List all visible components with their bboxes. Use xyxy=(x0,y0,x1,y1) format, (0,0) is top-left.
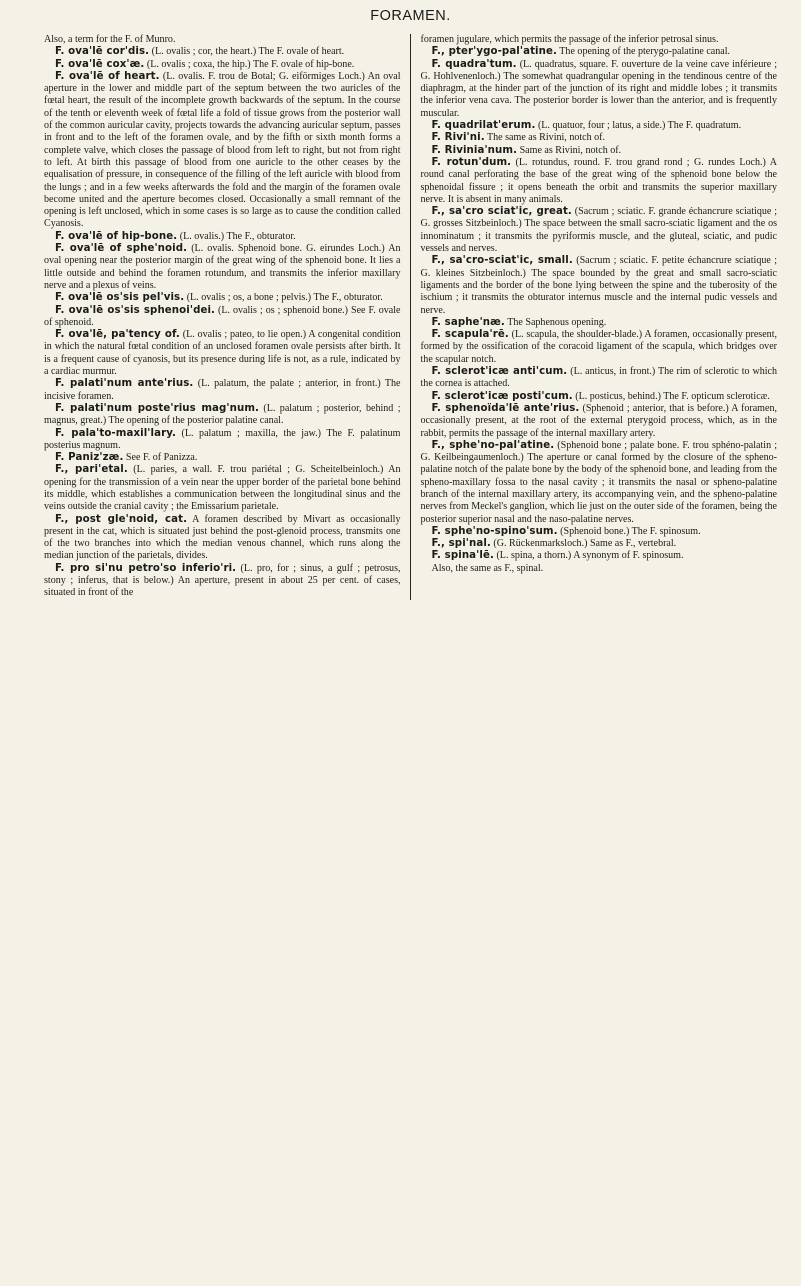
entry-headword: F., sa'cro sciat'ic, great. xyxy=(431,206,572,218)
dictionary-entry xyxy=(421,550,778,562)
dictionary-entry xyxy=(44,305,401,330)
entry-definition: (Sphenoid bone.) The F. spinosum. xyxy=(557,525,701,537)
entry-definition: (L. palatum ; maxilla, the jaw.) The F. palatinum posterius magnum. xyxy=(44,427,401,451)
entry-headword: F. quadrilat'erum. xyxy=(431,120,536,132)
entry-definition: (L. anticus, in front.) The rim of sclerotic to which the cornea is attached. xyxy=(420,366,777,390)
entry-definition: (L. ovalis ; cor, the heart.) The F. ovale of heart. xyxy=(149,46,345,58)
entry-definition: (L. posticus, behind.) The F. opticum scleroticæ. xyxy=(572,390,770,402)
entry-definition: (Sphenoid bone ; palate bone. F. trou sphéno-palatin ; G. Keilbeingaumenloch.) The aperture or canal formed by the closure of the spheno-palatine notch of the palate bone by the body of the sphenoid bone, and leading from the spheno-maxillary fossa to the nasal cavity ; it transmits the nasal or spheno-palatine branch of the internal maxillary artery, its accompanying vein, and the spheno-palatine nerves from Meckel's ganglion, which lie just on the outer side of the foramen, being the posterior superior nasal and the naso-palatine nerves. xyxy=(420,439,777,525)
entry-definition: The opening of the pterygo-palatine canal. xyxy=(556,46,731,58)
entry-headword: F. pro si'nu petro'so inferio'ri. xyxy=(55,562,237,574)
dictionary-entry xyxy=(421,538,778,550)
entry-definition: (L. ovalis.) The F., obturator. xyxy=(177,230,296,242)
dictionary-entry xyxy=(421,563,778,575)
entry-definition: (Sphenoid ; anterior, that is before.) A foramen, occasionally present, at the root of the external pterygoid process, which, as in the rabbit, permits the passage of the internal maxillary artery. xyxy=(420,402,777,439)
entry-headword: F. Rivinia'num. xyxy=(431,144,518,156)
entry-headword: F., sphe'no-pal'atine. xyxy=(431,439,555,451)
entry-headword: F. ova'lē of sphe'noid. xyxy=(55,243,188,255)
entry-definition: foramen jugulare, which permits the passage of the inferior petrosal sinus. xyxy=(420,34,719,45)
entry-definition: (L. scapula, the shoulder-blade.) A foramen, occasionally present, formed by the ossification of the coracoid ligament of the scapula, which bridges over the scapular notch. xyxy=(420,329,778,365)
entry-definition: (L. rotundus, round. F. trou grand rond ; G. rundes Loch.) A round canal perforating the base of the great wing of the sphenoid bone below the sphenoidal fissure ; it opens beneath the orbit and transmits the superior maxillary nerve. It is absent in many animals. xyxy=(420,156,777,205)
entry-definition: (L. ovalis. Sphenoid bone. G. eirundes Loch.) An oval opening near the posterior margin of the great wing of the sphenoid bone. It lies a little outside and behind the foramen rotundum, and transmits the inferior maxillary nerve and a plexus of veins. xyxy=(44,243,401,291)
entry-headword: F. ova'lē cor'dis. xyxy=(55,46,150,58)
dictionary-entry xyxy=(44,71,401,231)
entry-headword: F. pala'to-maxil'lary. xyxy=(55,427,176,439)
entry-headword: F. quadra'tum. xyxy=(431,58,517,70)
dictionary-entry xyxy=(44,292,401,304)
dictionary-entry xyxy=(44,231,401,243)
entry-definition: (L. spina, a thorn.) A synonym of F. spinosum. xyxy=(493,550,684,562)
entry-definition: (L. ovalis ; os ; sphenoid bone.) See F. ovale of sphenoid. xyxy=(44,304,401,328)
entry-definition: Same as Rivini, notch of. xyxy=(517,144,622,156)
entry-definition: (Sacrum ; sciatic. F. petite échancrure sciatique ; G. kleines Sitzbeinloch.) The space bounded by the great and small sacro-sciatic ligaments and the border of the bone lying between the spine and the tuberosity of the ischium ; it transmits the obturator internus muscle and the internal pudic vessels and nerve. xyxy=(420,255,778,316)
entry-definition: (L. palatum ; posterior, behind ; magnus, great.) The opening of the posterior palatine canal. xyxy=(44,402,401,427)
entry-definition: See F. of Panizza. xyxy=(123,452,198,464)
running-head: FORAMEN. xyxy=(370,8,451,24)
entry-headword: F. Paniz'zæ. xyxy=(55,452,124,464)
dictionary-entry xyxy=(421,34,778,46)
entry-headword: F. ova'lē os'sis sphenoi'dei. xyxy=(55,304,216,316)
dictionary-entry xyxy=(44,378,401,403)
dictionary-entry xyxy=(44,46,401,58)
entry-headword: F. sphe'no-spino'sum. xyxy=(431,525,558,537)
dictionary-entry xyxy=(421,391,778,403)
entry-definition: (L. pro, for ; sinus, a gulf ; petrosus, stony ; inferus, that is below.) An aperture, present in about 25 per cent. of cases, situated in front of the xyxy=(44,562,401,599)
dictionary-entry xyxy=(44,514,401,563)
entry-definition: (G. Rückenmarksloch.) Same as F., vertebral. xyxy=(490,538,677,550)
entry-definition: The Saphenous opening. xyxy=(504,316,607,328)
entry-definition: (L. quatuor, four ; latus, a side.) The F. quadratum. xyxy=(535,120,742,132)
right-column xyxy=(410,34,778,600)
dictionary-entry xyxy=(421,59,778,120)
entry-headword: F., pari'etal. xyxy=(55,464,128,476)
entry-definition: (L. ovalis ; coxa, the hip.) The F. ovale of hip-bone. xyxy=(144,58,355,70)
entry-headword: F. sclerot'icæ anti'cum. xyxy=(431,366,568,378)
entry-headword: F., post gle'noid, cat. xyxy=(55,513,188,525)
entry-headword: F., pter'ygo-pal'atine. xyxy=(431,46,557,58)
entry-headword: F. ova'lē, pa'tency of. xyxy=(55,329,180,341)
dictionary-entry xyxy=(44,563,401,600)
dictionary-entry xyxy=(44,59,401,71)
entry-headword: F. Rivi'ni. xyxy=(431,132,485,144)
entry-headword: F., sa'cro-sciat'ic, small. xyxy=(431,255,573,267)
entry-definition: Also, the same as F., spinal. xyxy=(431,562,544,574)
entry-headword: F. sphenoïda'lē ante'rius. xyxy=(431,402,580,414)
dictionary-entry xyxy=(44,243,401,292)
entry-headword: F. ova'lē of heart. xyxy=(55,70,160,82)
dictionary-entry xyxy=(421,366,778,391)
left-column xyxy=(44,34,410,600)
dictionary-entry xyxy=(421,317,778,329)
dictionary-entry xyxy=(44,403,401,428)
dictionary-entry xyxy=(44,452,401,464)
entry-definition: (Sacrum ; sciatic. F. grande échancrure sciatique ; G. grosses Sitzbeinloch.) The space between the small sacro-sciatic ligament and the os innominatum ; it transmits the pyriformis muscle, and the gluteal, sciatic, and pudic vessels and nerves. xyxy=(420,206,777,255)
dictionary-entry xyxy=(44,329,401,378)
entry-definition: (L. quadratus, square. F. ouverture de la veine cave inférieure ; G. Hohlvenenloch.) The somewhat quadrangular opening in the tendinous centre of the diaphragm, at the hinder part of the junction of its right and middle lobes ; it transmits the inferior vena cava. The posterior border is lower than the anterior, and is frequently muscular. xyxy=(420,58,777,119)
entry-definition: A foramen described by Mivart as occasionally present in the cat, which is situated just behind the post-glenoid process, transmits one of the two branches into which the median venous channel, which runs along the median junction of the parietals, divides. xyxy=(44,513,401,562)
dictionary-entry xyxy=(421,46,778,58)
entry-headword: F. saphe'næ. xyxy=(431,316,505,328)
entry-definition: (L. ovalis. F. trou de Botal; G. eiförmiges Loch.) An oval aperture in the lower and middle part of the septum between the two auricles of the fœtal heart, the result of the incomplete growth backwards of the septum. In the course of the tenth or eleventh week of fœtal life a fold of tissue grows from the posterior wall of the common auricular cavity, projects towards the advancing auricular septum, passes in front and to the left of the foramen ovale, and by the fifth or sixth month forms a complete valve, which closes the passage of blood from left to right, but not from right to left. At birth this passage of blood from one auricle to the other ceases by the equalisation of pressure, in consequence of the filling of the left auricle with blood from the lungs ; and in a few weeks afterwards the fold and the margin of the foramen ovale become united and the aperture becomes closed. Occasionally a small remnant of the opening is left unclosed, which in some cases is so large as to cause the condition called Cyanosis. xyxy=(44,70,401,230)
dictionary-entry xyxy=(421,157,778,206)
entry-headword: F. rotun'dum. xyxy=(431,156,512,168)
dictionary-entry xyxy=(421,255,778,316)
entry-definition: (L. palatum, the palate ; anterior, in front.) The incisive foramen. xyxy=(44,378,401,402)
dictionary-entry xyxy=(44,464,401,513)
dictionary-entry xyxy=(421,132,778,144)
entry-headword: F., spi'nal. xyxy=(431,538,491,550)
entry-definition: (L. ovalis ; os, a bone ; pelvis.) The F., obturator. xyxy=(184,292,383,304)
dictionary-entry xyxy=(421,206,778,255)
entry-headword: F. ova'lē cox'æ. xyxy=(55,58,145,70)
entry-headword: F. spina'lē. xyxy=(431,550,494,562)
dictionary-entry xyxy=(421,120,778,132)
dictionary-entry xyxy=(421,440,778,526)
entry-definition: The same as Rivini, notch of. xyxy=(484,132,606,144)
entry-definition: (L. ovalis ; pateo, to lie open.) A congenital condition in which the natural fœtal condition of an unclosed foramen ovale persists after birth. It is a frequent cause of cyanosis, but its presence during life is not, as a rule, indicated by a cardiac murmur. xyxy=(44,329,401,378)
entry-headword: F. palati'num ante'rius. xyxy=(55,378,194,390)
entry-definition: Also, a term for the F. of Munro. xyxy=(44,34,176,45)
entry-definition: (L. paries, a wall. F. trou pariétal ; G. Scheitelbeinloch.) An opening for the transmission of a vein near the upper border of the parietal bone behind its middle, which establishes a communication between the longitudinal sinus and the veins outside the cranial cavity ; the Emissarium parietale. xyxy=(44,464,401,513)
dictionary-entry xyxy=(421,145,778,157)
dictionary-entry xyxy=(44,428,401,453)
two-column-body xyxy=(44,34,777,600)
entry-headword: F. ova'lē of hip-bone. xyxy=(55,230,178,242)
dictionary-entry xyxy=(421,329,778,366)
entry-headword: F. sclerot'icæ posti'cum. xyxy=(431,390,573,402)
entry-headword: F. palati'num poste'rius mag'num. xyxy=(55,402,260,414)
dictionary-entry xyxy=(44,34,401,46)
dictionary-entry xyxy=(421,526,778,538)
entry-headword: F. ova'lē os'sis pel'vis. xyxy=(55,292,185,304)
entry-headword: F. scapula'rē. xyxy=(431,329,509,341)
dictionary-entry xyxy=(421,403,778,440)
